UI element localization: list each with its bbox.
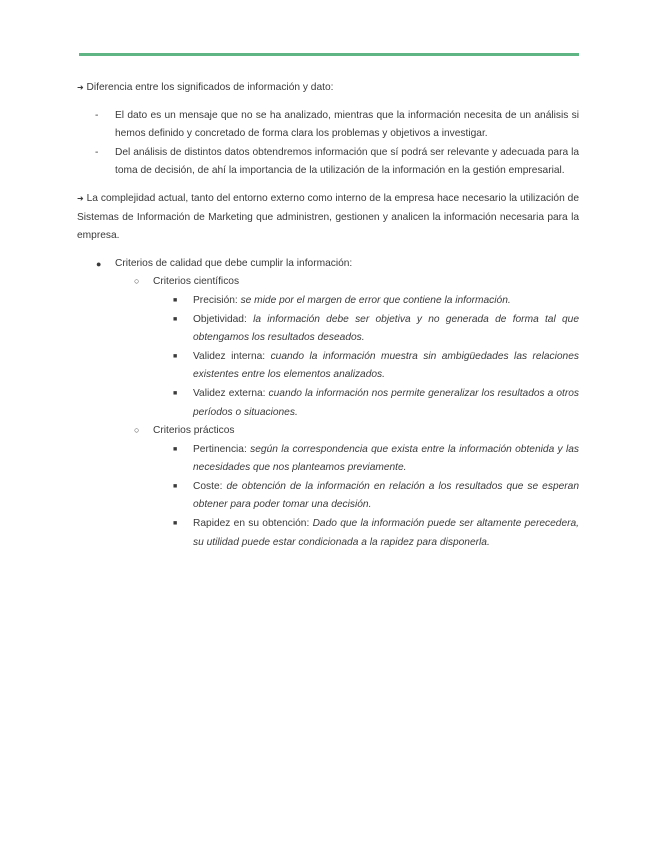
dash-marker: - (95, 109, 99, 121)
criterion-desc: la información debe ser objetiva y no generada de forma tal que obtengamos los resultados deseados. (193, 313, 579, 344)
criterion-item (77, 292, 579, 311)
group-heading-practicos (77, 422, 579, 441)
group-label: Criterios prácticos (153, 425, 235, 437)
criterion-desc: Dado que la información puede ser altamente perecedera, su utilidad puede estar condicionada a la rapidez para disponerla. (193, 518, 579, 548)
list-item (77, 144, 579, 181)
group-label: Criterios científicos (153, 276, 240, 288)
criterion-term: Validez externa: (193, 387, 266, 399)
criterion-desc: de obtención de la información en relación a los resultados que se esperan obtener para poder tomar una decisión. (193, 480, 579, 511)
circle-bullet-icon: ○ (134, 425, 140, 436)
square-bullet-icon: ■ (173, 482, 178, 490)
criterion-desc: según la correspondencia que exista entre la información obtenida y las necesidades que nos planteamos previamente. (193, 443, 579, 474)
criterion-term: Pertinencia: (193, 443, 247, 455)
dash-marker: - (95, 146, 99, 158)
document-body (77, 79, 579, 552)
square-bullet-icon: ■ (173, 389, 178, 397)
group-heading-cientificos (77, 273, 579, 292)
square-bullet-icon: ■ (173, 445, 178, 453)
list-item-text: Del análisis de distintos datos obtendremos información que sí podrá ser relevante y adecuada para la toma de decisión, de ahí la importancia de la utilización de la información en la gestión empresarial. (115, 146, 579, 177)
dash-list (77, 107, 579, 181)
criterion-term: Objetividad: (193, 313, 247, 325)
criterion-item (77, 348, 579, 385)
criterion-item (77, 515, 579, 552)
circle-bullet-icon: ○ (134, 276, 140, 287)
criterion-item (77, 441, 579, 478)
intro-paragraph (77, 79, 579, 98)
criterion-desc: cuando la información nos permite generalizar los resultados a otros períodos o situaciones. (193, 387, 579, 418)
criterion-item (77, 478, 579, 515)
criterion-term: Validez interna: (193, 350, 266, 362)
criterion-term: Precisión: (193, 294, 238, 306)
square-bullet-icon: ■ (173, 520, 178, 528)
criterion-term: Coste: (193, 480, 223, 492)
criteria-label: Criterios de calidad que debe cumplir la información: (115, 257, 353, 269)
complexity-text: La complejidad actual, tanto del entorno externo como interno de la empresa hace necesario la utilización de Sistemas de Información de Marketing que administren, gestionen y analicen la información necesaria para la empresa. (77, 192, 579, 242)
list-item-text: El dato es un mensaje que no se ha analizado, mientras que la información necesita de un análisis si hemos definido y concretado de forma clara los problemas y objetivos a investigar. (115, 109, 579, 140)
intro-text: Diferencia entre los significados de información y dato: (86, 82, 334, 93)
square-bullet-icon: ■ (173, 352, 178, 360)
criteria-heading (77, 255, 579, 274)
criterion-item (77, 311, 579, 348)
square-bullet-icon: ■ (173, 315, 178, 323)
criterion-term: Rapidez en su obtención: (193, 518, 310, 530)
bullet-icon: ● (96, 258, 102, 269)
criterion-item (77, 385, 579, 422)
complexity-paragraph (77, 190, 579, 246)
header-rule (79, 53, 579, 56)
square-bullet-icon: ■ (173, 296, 178, 304)
criterion-desc: se mide por el margen de error que contiene la información. (240, 294, 511, 306)
criteria-list (77, 255, 579, 553)
criterion-desc: cuando la información muestra sin ambigüedades las relaciones existentes entre los elementos analizados. (193, 350, 579, 381)
list-item (77, 107, 579, 144)
arrow-icon: ➜ (77, 83, 84, 92)
arrow-icon: ➜ (77, 193, 84, 203)
